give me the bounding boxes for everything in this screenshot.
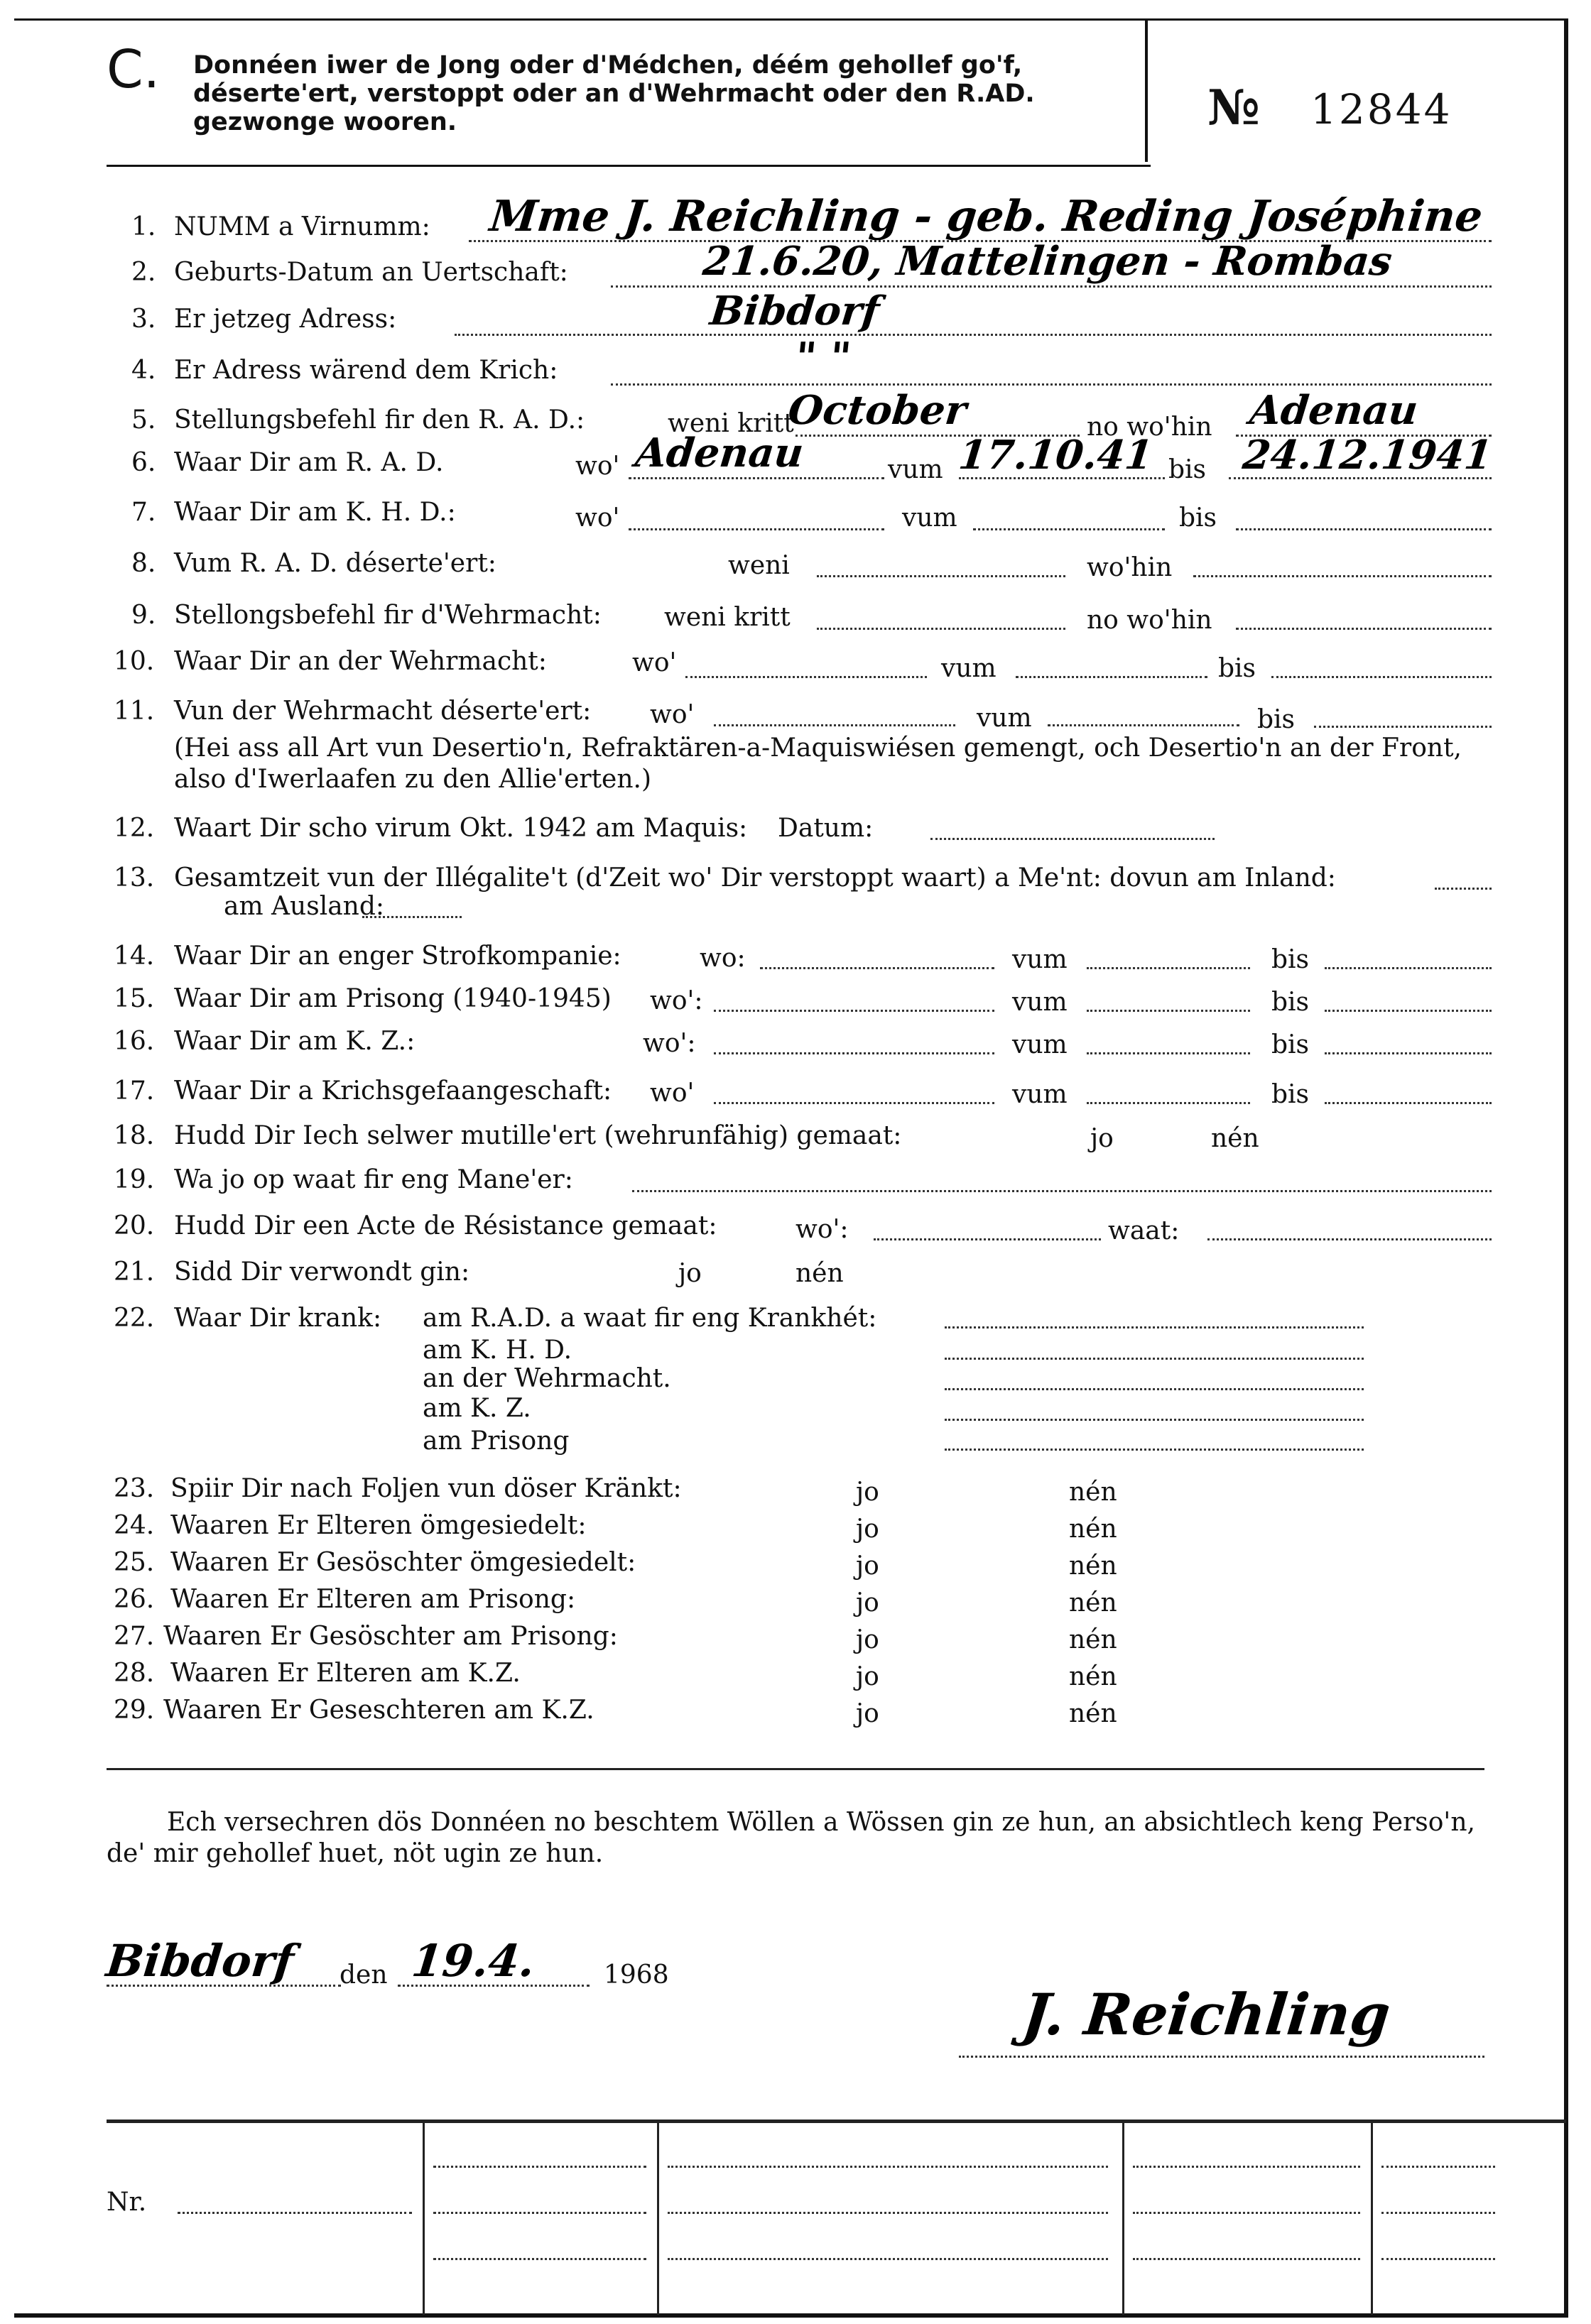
q16-from-line[interactable] — [1087, 1052, 1250, 1054]
q16-label: Waar Dir am K. Z.: — [174, 1027, 416, 1056]
q27-yes[interactable]: jo — [856, 1625, 879, 1654]
q25-yes[interactable]: jo — [856, 1551, 879, 1581]
q12-date-label: Datum: — [778, 814, 874, 843]
q14-from-line[interactable] — [1087, 967, 1250, 969]
q4-line[interactable] — [611, 383, 1492, 386]
q20-num: 20. — [114, 1211, 155, 1240]
q11-to-label: bis — [1257, 705, 1296, 734]
q15-from-line[interactable] — [1087, 1010, 1250, 1012]
q10-where-label: wo' — [632, 648, 677, 677]
q27-no[interactable]: nén — [1069, 1625, 1117, 1654]
q21-num: 21. — [114, 1258, 155, 1287]
q3-address-value: Bibdorf — [707, 288, 882, 334]
q20-label: Hudd Dir een Acte de Résistance gemaat: — [174, 1211, 717, 1240]
footer-col-4 — [1371, 2123, 1373, 2315]
q4-address-war-value: " " — [793, 334, 854, 381]
q1-name-value: Mme J. Reichling - geb. Reding Joséphine — [487, 192, 1485, 241]
q16-to-label: bis — [1271, 1030, 1310, 1059]
q3-num: 3. — [131, 305, 156, 334]
header-divider — [1145, 20, 1148, 162]
q9-where-line[interactable] — [1236, 628, 1492, 630]
q11-note: (Hei ass all Art vun Desertio'n, Refraktären-a-Maquiswiésen gemengt, och Desertio'n an der Front, also d'Iwerlaafen zu den Allie'erten.) — [174, 733, 1462, 794]
q26-num: 26. — [114, 1585, 155, 1614]
q19-num: 19. — [114, 1165, 155, 1194]
q11-from-line[interactable] — [1048, 724, 1239, 726]
footer-c1-line-1[interactable] — [433, 2166, 646, 2168]
q22-wehrmacht-label: an der Wehrmacht. — [423, 1364, 671, 1393]
q5-num: 5. — [131, 405, 156, 435]
q5-when-value: October — [786, 387, 969, 434]
q23-yes[interactable]: jo — [856, 1478, 879, 1507]
q15-where-label: wo': — [650, 986, 703, 1015]
q7-from-line[interactable] — [973, 528, 1165, 530]
q12-date-line[interactable] — [930, 838, 1215, 840]
q13-inland-line[interactable] — [1435, 888, 1492, 890]
q6-from-value: 17.10.41 — [956, 432, 1156, 479]
q7-where-line[interactable] — [629, 528, 884, 530]
q28-label: Waaren Er Elteren am K.Z. — [170, 1659, 521, 1688]
nr-line[interactable] — [178, 2212, 412, 2214]
q2-birth-value: 21.6.20, Mattelingen - Rombas — [700, 238, 1395, 285]
q11-num: 11. — [114, 697, 155, 726]
q29-num: 29. — [114, 1696, 155, 1725]
q1-label: NUMM a Virnumm: — [174, 212, 430, 241]
q10-from-line[interactable] — [1016, 676, 1207, 678]
footer-c4-line-3[interactable] — [1381, 2258, 1495, 2260]
footer-col-1 — [423, 2123, 425, 2315]
q24-label: Waaren Er Elteren ömgesiedelt: — [170, 1511, 587, 1540]
q8-num: 8. — [131, 549, 156, 578]
declaration: Ech versechren dös Donnéen no beschtem Wöllen a Wössen gin ze hun, an absichtlech keng Perso'n, de' mir gehollef huet, nöt ugin ze hun. — [107, 1808, 1475, 1868]
q5-when-label: weni kritt — [668, 409, 794, 438]
q6-where-value: Adenau — [633, 430, 806, 476]
footer-col-2 — [657, 2123, 659, 2315]
q20-where-label: wo': — [796, 1215, 849, 1244]
q15-label: Waar Dir am Prisong (1940-1945) — [174, 984, 612, 1013]
footer-c1-line-2[interactable] — [433, 2212, 646, 2214]
q4-num: 4. — [131, 356, 156, 385]
year-label: 1968 — [604, 1960, 669, 1990]
q19-line[interactable] — [632, 1190, 1492, 1192]
q27-label: Waaren Er Gesöschter am Prisong: — [163, 1622, 618, 1651]
q5-where-value: Adenau — [1247, 387, 1421, 434]
q15-num: 15. — [114, 984, 155, 1013]
q18-label: Hudd Dir Iech selwer mutille'ert (wehrunfähig) gemaat: — [174, 1121, 902, 1150]
signature: J. Reichling — [1019, 1981, 1394, 2048]
q14-to-label: bis — [1271, 945, 1310, 974]
q14-where-label: wo: — [700, 944, 746, 973]
q7-from-label: vum — [902, 503, 957, 533]
q27-num: 27. — [114, 1622, 155, 1651]
q1-num: 1. — [131, 212, 156, 241]
q11-from-label: vum — [977, 704, 1032, 733]
q5-label: Stellungsbefehl fir den R. A. D.: — [174, 405, 585, 435]
q6-from-label: vum — [888, 455, 943, 484]
q16-where-line[interactable] — [714, 1052, 994, 1054]
signature-line[interactable] — [959, 2056, 1484, 2058]
q21-yes[interactable]: jo — [678, 1259, 702, 1288]
q21-no[interactable]: nén — [796, 1259, 844, 1288]
q6-label: Waar Dir am R. A. D. — [174, 448, 444, 477]
q15-where-line[interactable] — [714, 1010, 994, 1012]
q14-label: Waar Dir an enger Strofkompanie: — [174, 942, 621, 971]
q17-num: 17. — [114, 1076, 155, 1106]
q10-where-line[interactable] — [685, 676, 927, 678]
place-value: Bibdorf — [104, 1935, 297, 1987]
q24-no[interactable]: nén — [1069, 1515, 1117, 1544]
footer-c2-line-1[interactable] — [668, 2166, 1108, 2168]
q23-no[interactable]: nén — [1069, 1478, 1117, 1507]
q16-num: 16. — [114, 1027, 155, 1056]
q9-where-label: no wo'hin — [1087, 606, 1212, 635]
q7-to-line[interactable] — [1236, 528, 1492, 530]
q9-when-line[interactable] — [817, 628, 1065, 630]
q18-no[interactable]: nén — [1211, 1124, 1259, 1153]
q22-prison-label: am Prisong — [423, 1426, 570, 1456]
q28-no[interactable]: nén — [1069, 1662, 1117, 1691]
footer-c3-line-3[interactable] — [1133, 2258, 1360, 2260]
q11-label: Vun der Wehrmacht déserte'ert: — [174, 697, 592, 726]
q10-to-line[interactable] — [1271, 676, 1492, 678]
q16-from-label: vum — [1012, 1030, 1068, 1059]
q17-to-label: bis — [1271, 1080, 1310, 1109]
q14-to-line[interactable] — [1325, 967, 1492, 969]
q8-where-label: wo'hin — [1087, 553, 1173, 582]
q22-rad-line[interactable] — [945, 1326, 1364, 1329]
q6-to-value: 24.12.1941 — [1240, 432, 1495, 479]
footer-c3-line-2[interactable] — [1133, 2212, 1360, 2214]
q13-abroad-label: am Ausland: — [224, 892, 385, 921]
q22-kz-label: am K. Z. — [423, 1394, 531, 1423]
q26-yes[interactable]: jo — [856, 1588, 879, 1617]
q22-kz-line[interactable] — [945, 1419, 1364, 1421]
q13-abroad-line[interactable] — [362, 916, 462, 918]
q8-when-label: weni — [728, 551, 790, 580]
q17-from-line[interactable] — [1087, 1102, 1250, 1104]
footer-col-3 — [1122, 2123, 1124, 2315]
q9-num: 9. — [131, 601, 156, 630]
q20-what-label: waat: — [1108, 1216, 1180, 1245]
q11-to-line[interactable] — [1314, 726, 1492, 728]
q9-when-label: weni kritt — [664, 603, 791, 632]
q16-where-label: wo': — [643, 1029, 696, 1058]
q22-num: 22. — [114, 1304, 155, 1333]
den-label: den — [340, 1960, 388, 1990]
q29-label: Waaren Er Geseschteren am K.Z. — [163, 1696, 594, 1725]
q12-label: Waart Dir scho virum Okt. 1942 am Maquis: — [174, 814, 748, 843]
q22-wehrmacht-line[interactable] — [945, 1388, 1364, 1390]
q17-where-label: wo' — [650, 1079, 695, 1108]
q8-when-line[interactable] — [817, 575, 1065, 577]
header-rule — [107, 165, 1151, 167]
q19-label: Wa jo op waat fir eng Mane'er: — [174, 1165, 573, 1194]
q9-label: Stellongsbefehl fir d'Wehrmacht: — [174, 601, 602, 630]
q24-yes[interactable]: jo — [856, 1515, 879, 1544]
q14-num: 14. — [114, 942, 155, 971]
q23-num: 23. — [114, 1474, 155, 1503]
q2-label: Geburts-Datum an Uertschaft: — [174, 258, 568, 287]
q7-label: Waar Dir am K. H. D.: — [174, 498, 456, 527]
q22-rad-label: am R.A.D. a waat fir eng Krankhét: — [423, 1304, 877, 1333]
q21-label: Sidd Dir verwondt gin: — [174, 1258, 470, 1287]
form-number: 12844 — [1310, 85, 1452, 133]
footer-rule — [107, 2120, 1566, 2123]
q22-khd-label: am K. H. D. — [423, 1336, 572, 1365]
number-sign: № — [1207, 80, 1260, 136]
q22-khd-line[interactable] — [945, 1358, 1364, 1360]
q11-where-line[interactable] — [714, 724, 955, 726]
q6-where-line[interactable] — [629, 477, 884, 479]
q8-label: Vum R. A. D. déserte'ert: — [174, 549, 496, 578]
q18-num: 18. — [114, 1121, 155, 1150]
q7-num: 7. — [131, 498, 156, 527]
q29-yes[interactable]: jo — [856, 1699, 879, 1728]
q7-where-label: wo' — [575, 503, 620, 533]
q17-where-line[interactable] — [714, 1102, 994, 1104]
q4-label: Er Adress wärend dem Krich: — [174, 356, 558, 385]
q18-yes[interactable]: jo — [1090, 1124, 1114, 1153]
q13-label: Gesamtzeit vun der Illégalite't (d'Zeit wo' Dir verstoppt waart) a Me'nt: dovun am Inland: — [174, 863, 1336, 893]
footer-c3-line-1[interactable] — [1133, 2166, 1360, 2168]
date-value: 19.4. — [409, 1935, 538, 1987]
q22-label: Waar Dir krank: — [174, 1304, 382, 1333]
footer-c2-line-2[interactable] — [668, 2212, 1108, 2214]
q11-where-label: wo' — [650, 700, 695, 729]
q17-label: Waar Dir a Krichsgefaangeschaft: — [174, 1076, 612, 1106]
footer-c4-line-1[interactable] — [1381, 2166, 1495, 2168]
q20-what-line[interactable] — [1207, 1238, 1492, 1240]
q10-num: 10. — [114, 647, 155, 676]
q22-prison-line[interactable] — [945, 1449, 1364, 1451]
q15-from-label: vum — [1012, 988, 1068, 1017]
q25-label: Waaren Er Gesöschter ömgesiedelt: — [170, 1548, 636, 1577]
q15-to-label: bis — [1271, 988, 1310, 1017]
q26-label: Waaren Er Elteren am Prisong: — [170, 1585, 576, 1614]
q7-to-label: bis — [1179, 503, 1217, 533]
q23-label: Spiir Dir nach Foljen vun döser Kränkt: — [170, 1474, 682, 1503]
footer-c1-line-3[interactable] — [433, 2258, 646, 2260]
q20-where-line[interactable] — [874, 1238, 1101, 1240]
q14-where-line[interactable] — [760, 967, 994, 969]
section-rule — [107, 1768, 1484, 1770]
q28-num: 28. — [114, 1659, 155, 1688]
q3-line[interactable] — [455, 334, 1492, 336]
q17-from-label: vum — [1012, 1080, 1068, 1109]
q14-from-label: vum — [1012, 945, 1068, 974]
q2-num: 2. — [131, 258, 156, 287]
footer-c4-line-2[interactable] — [1381, 2212, 1495, 2214]
q26-no[interactable]: nén — [1069, 1588, 1117, 1617]
q8-where-line[interactable] — [1193, 575, 1492, 577]
q15-to-line[interactable] — [1325, 1010, 1492, 1012]
q16-to-line[interactable] — [1325, 1052, 1492, 1054]
q25-no[interactable]: nén — [1069, 1551, 1117, 1581]
q24-num: 24. — [114, 1511, 155, 1540]
q13-num: 13. — [114, 863, 155, 893]
q17-to-line[interactable] — [1325, 1102, 1492, 1104]
form-title: Donnéen iwer de Jong oder d'Médchen, déém gehollef go'f, déserte'ert, verstoppt oder an d'Wehrmacht oder den R.AD. gezwonge wooren. — [193, 51, 1035, 136]
q12-num: 12. — [114, 814, 155, 843]
q10-label: Waar Dir an der Wehrmacht: — [174, 647, 547, 676]
footer-c2-line-3[interactable] — [668, 2258, 1108, 2260]
q28-yes[interactable]: jo — [856, 1662, 879, 1691]
q10-to-label: bis — [1218, 654, 1256, 683]
q3-label: Er jetzeg Adress: — [174, 305, 397, 334]
q6-to-label: bis — [1168, 455, 1207, 484]
nr-label: Nr. — [107, 2188, 147, 2217]
q10-from-label: vum — [941, 654, 997, 683]
q5-where-label: no wo'hin — [1087, 413, 1212, 442]
q6-where-label: wo' — [575, 452, 620, 481]
section-letter: C. — [107, 39, 161, 100]
q29-no[interactable]: nén — [1069, 1699, 1117, 1728]
q25-num: 25. — [114, 1548, 155, 1577]
q6-num: 6. — [131, 448, 156, 477]
